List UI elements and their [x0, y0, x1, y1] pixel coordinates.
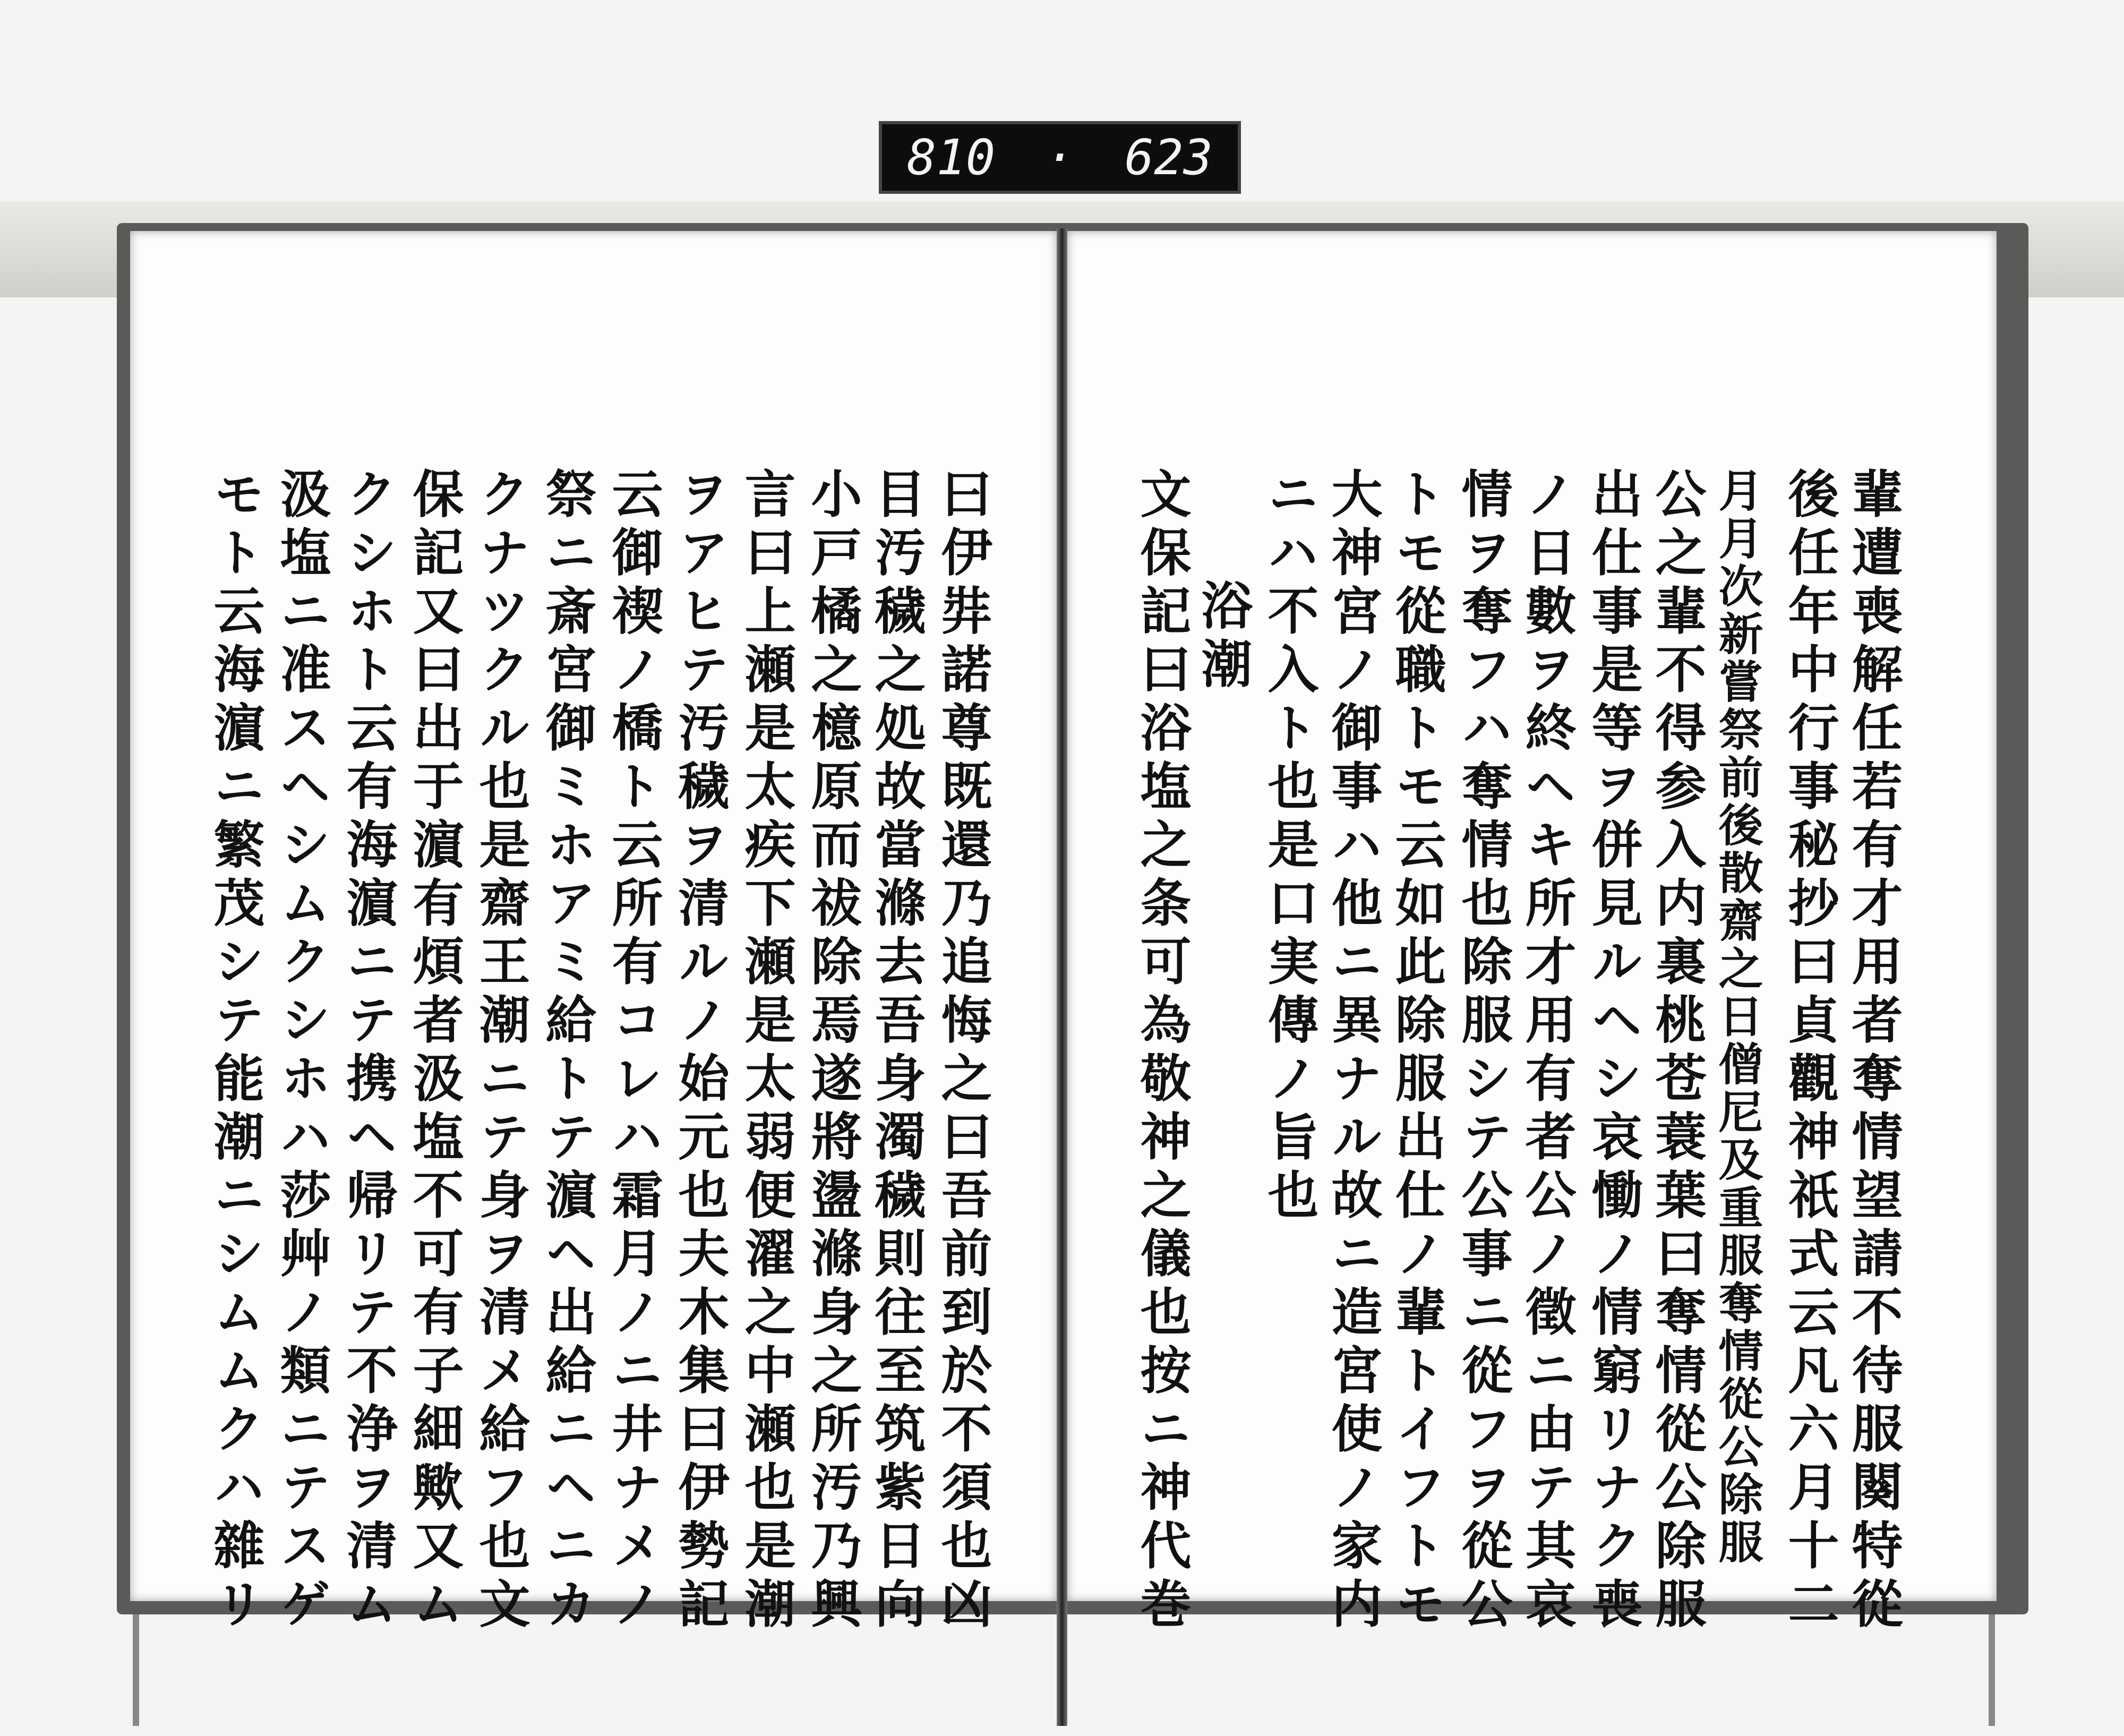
right-page-column-6: ノ日數ヲ終ヘキ所才用有者公ノ徵ニ由テ其哀 [1517, 467, 1577, 1636]
right-page-column-10: ニハ不入ト也是口実傳ノ旨也 [1260, 467, 1320, 1227]
right-page-column-12: 文保記曰浴塩之条可為敬神之儀也按ニ神代巻 [1132, 467, 1192, 1636]
right-page-column-7: 情ヲ奪フハ奪情也除服シテ公事ニ從フヲ從公 [1453, 467, 1513, 1636]
left-page-column-5: ヲアヒテ汚穢ヲ清ルノ始元也夫木集曰伊勢記 [670, 467, 730, 1636]
archive-label-separator: · [1045, 129, 1075, 186]
left-page-column-1: 曰伊弉諾尊既還乃追悔之曰吾前到於不須也凶 [933, 467, 993, 1636]
archive-label-left-number: 810 [907, 129, 996, 186]
left-page-column-9: 保記又曰出于濵有煩者汲塩不可有子細歟又ム [405, 467, 465, 1636]
page-edge-left [133, 1614, 139, 1726]
left-page-column-11: 汲塩ニ准スヘシムクシホハ莎艸ノ類ニテスゲ [272, 467, 332, 1636]
right-page-column-5: 出仕事是等ヲ併見ルヘシ哀慟ノ情窮リナク喪 [1583, 467, 1643, 1636]
right-page-column-3: 月月次新嘗祭前後散齋之日僧尼及重服奪情從公除服 [1711, 467, 1764, 1567]
archive-label-right-number: 623 [1124, 129, 1213, 186]
right-page-column-1: 輩遭喪解任若有才用者奪情望請不待服闋特從 [1844, 467, 1904, 1636]
left-page-column-3: 小戸橘之檍原而祓除焉遂將盪滌身之所汚乃興 [803, 467, 863, 1636]
left-page-column-10: クシホト云有海濵ニテ携ヘ帰リテ不浄ヲ清ム [338, 467, 398, 1636]
page-edge-right [1989, 1614, 1995, 1726]
left-page-column-2: 目汚穢之処故當滌去吾身濁穢則往至筑紫日向 [867, 467, 927, 1636]
right-page-column-9: 大神宮ノ御事ハ他ニ異ナル故ニ造宮使ノ家内 [1323, 467, 1383, 1636]
left-page-column-7: 祭ニ斎宮御ミホアミ給トテ濵ヘ出給ニヘニカ [537, 467, 597, 1636]
right-page-column-8: トモ從職トモ云如此除服出仕ノ輩トイフトモ [1387, 467, 1447, 1636]
book-gutter [1057, 228, 1067, 1726]
right-page-column-4: 公之輩不得参入内裏桃苍蓑葉曰奪情從公除服 [1647, 467, 1707, 1636]
left-page-column-12: モト云海濵ニ繁茂シテ能潮ニシムムクハ雜リ [205, 467, 266, 1636]
archive-label [879, 121, 1241, 194]
right-page-column-2: 後任年中行事秘抄曰貞觀神祇式云凡六月十二 [1780, 467, 1840, 1636]
right-page-column-11-heading: 浴潮 [1193, 579, 1253, 696]
left-page-column-4: 言曰上瀬是太疾下瀬是太弱便濯之中瀬也是潮 [736, 467, 796, 1636]
left-page-column-6: 云御禊ノ橋ト云所有コレハ霜月ノニ井ナメノ [604, 467, 664, 1636]
left-page-column-8: クナツクル也是齋王潮ニテ身ヲ清メ給フ也文 [471, 467, 531, 1636]
